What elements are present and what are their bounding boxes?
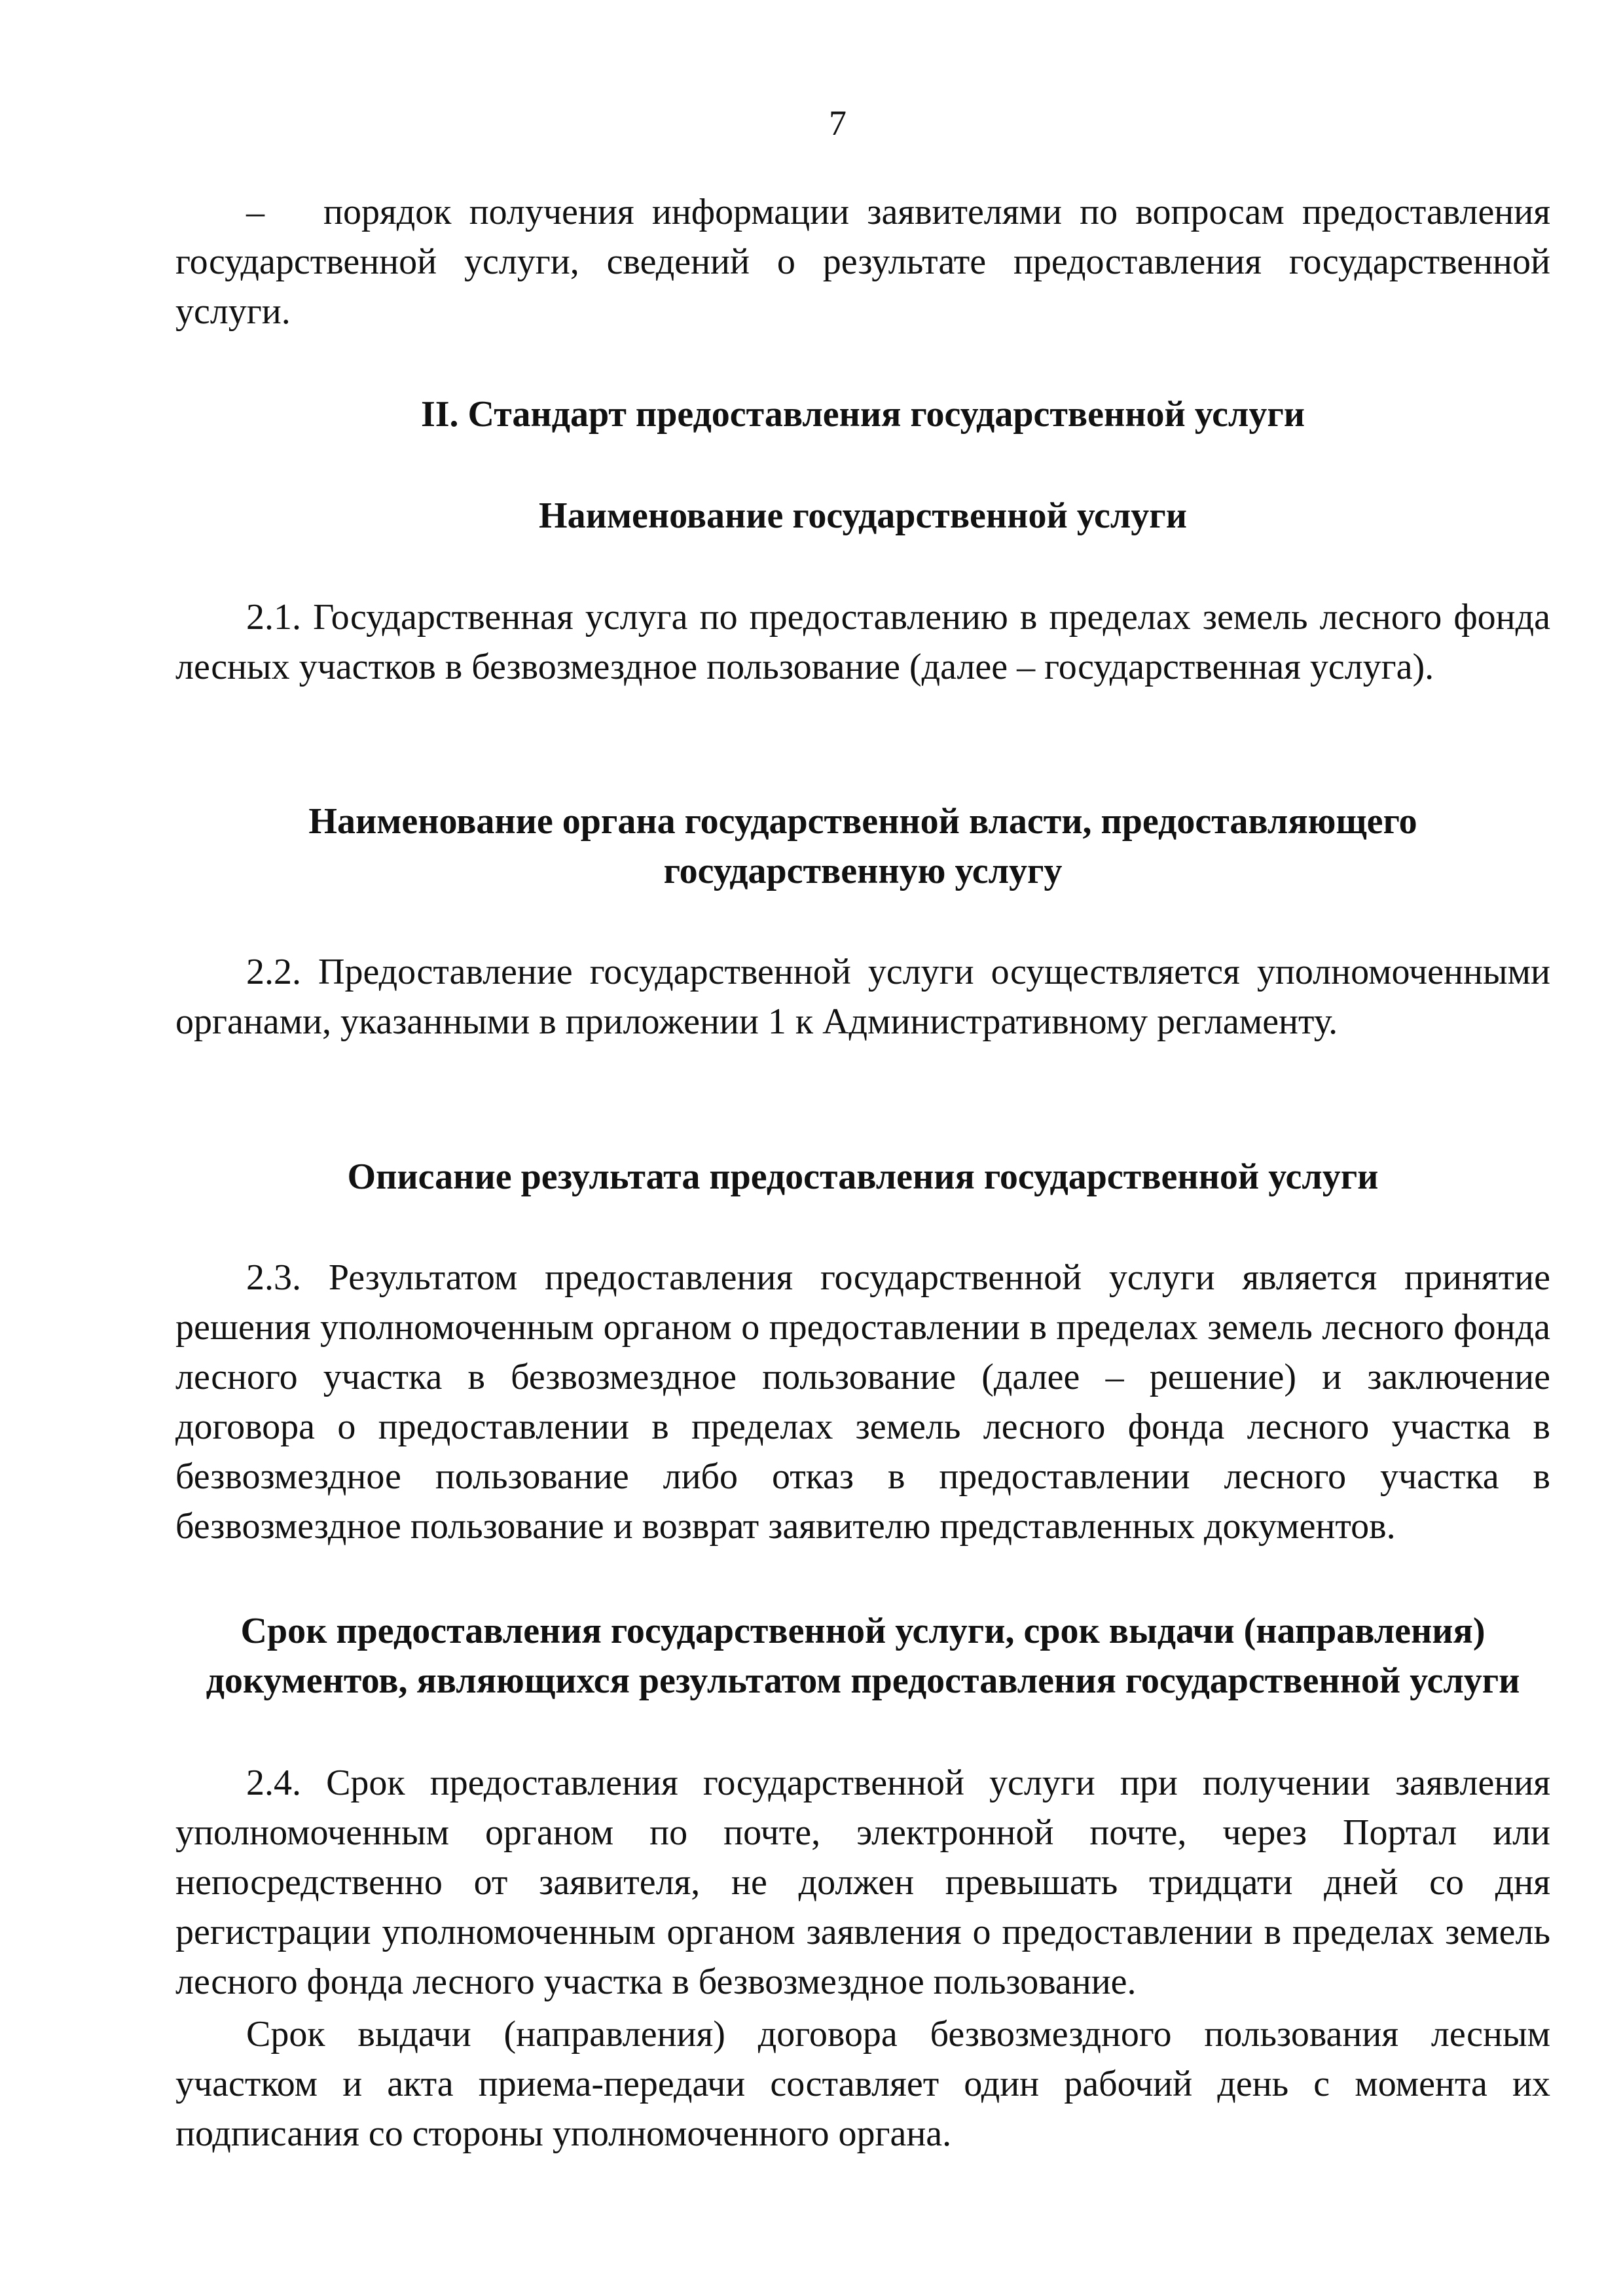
paragraph-2-1: 2.1. Государственная услуга по предоставлению в пределах земель лесного фонда лесных участков в безвозмездное пользование (далее – государственная услуга). <box>175 597 1550 687</box>
heading-result: Описание результата предоставления государственной услуги <box>347 1157 1379 1197</box>
paragraph-2-4-issue: Срок выдачи (направления) договора безвозмездного пользования лесным участком и акта приема-передачи составляет один рабочий день с момента их подписания со стороны уполномоченного органа. <box>175 2014 1550 2154</box>
paragraph-2-3: 2.3. Результатом предоставления государственной услуги является принятие решения уполномоченным органом о предоставлении в пределах земель лесного фонда лесного участка в безвозмездное пользование (далее – решение) и заключение договора о предоставлении в пределах земель лесного фонда лесного участка в безвозмездное пользование либо отказ в предоставлении лесного участка в безвозмездное пользование и возврат заявителю представленных документов. <box>175 1257 1550 1547</box>
intro-text: порядок получения информации заявителями по вопросам предоставления государственной услуги, сведений о результате предоставления государственной услуги. <box>175 192 1550 332</box>
page-number: 7 <box>829 103 847 143</box>
paragraph-2-4: 2.4. Срок предоставления государственной услуги при получении заявления уполномоченным органом по почте, электронной почте, через Портал или непосредственно от заявителя, не должен превышать тридцати дней со дня регистрации уполномоченным органом заявления о предоставлении в пределах земель лесного фонда лесного участка в безвозмездное пользование. <box>175 1763 1550 2002</box>
heading-service-name: Наименование государственной услуги <box>539 495 1187 536</box>
heading-deadline: Срок предоставления государственной услуги, срок выдачи (направления) документов, являющихся результатом предоставления государственной услуги <box>206 1611 1520 1701</box>
list-dash: – <box>246 192 264 232</box>
heading-authority: Наименование органа государственной власти, предоставляющего государственную услугу <box>308 801 1417 891</box>
section-title: II. Стандарт предоставления государственной услуги <box>420 394 1305 435</box>
intro-paragraph <box>175 187 1550 336</box>
paragraph-2-2: 2.2. Предоставление государственной услуги осуществляется уполномоченными органами, указанными в приложении 1 к Административному регламенту. <box>175 952 1550 1042</box>
